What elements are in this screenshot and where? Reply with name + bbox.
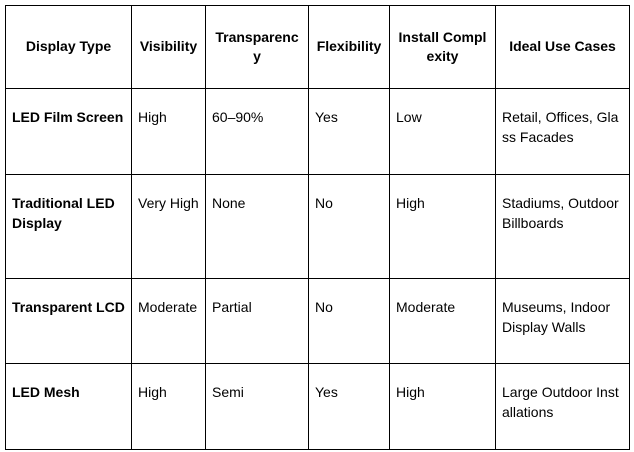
table-row: [6, 89, 630, 175]
cell-display-type: Traditional LED Display: [6, 175, 132, 279]
cell-flexibility: Yes: [309, 89, 390, 175]
cell-ideal-use-cases: Retail, Offices, Glass Facades: [496, 89, 630, 175]
cell-visibility: Moderate: [132, 279, 206, 364]
header-transparency: Transparency: [206, 6, 309, 89]
header-ideal-use-cases: Ideal Use Cases: [496, 6, 630, 89]
header-flexibility: Flexibility: [309, 6, 390, 89]
cell-display-type: Transparent LCD: [6, 279, 132, 364]
cell-visibility: Very High: [132, 175, 206, 279]
cell-transparency: None: [206, 175, 309, 279]
cell-flexibility: No: [309, 175, 390, 279]
cell-install-complexity: Moderate: [390, 279, 496, 364]
cell-install-complexity: High: [390, 364, 496, 450]
cell-ideal-use-cases: Stadiums, Outdoor Billboards: [496, 175, 630, 279]
table-header-row: [6, 6, 630, 89]
header-install-complexity: Install Complexity: [390, 6, 496, 89]
display-comparison-table: [5, 5, 630, 450]
cell-transparency: Semi: [206, 364, 309, 450]
cell-flexibility: Yes: [309, 364, 390, 450]
comparison-table-container: [5, 5, 630, 450]
cell-install-complexity: Low: [390, 89, 496, 175]
cell-transparency: 60–90%: [206, 89, 309, 175]
cell-visibility: High: [132, 364, 206, 450]
header-display-type: Display Type: [6, 6, 132, 89]
cell-flexibility: No: [309, 279, 390, 364]
table-row: [6, 175, 630, 279]
cell-transparency: Partial: [206, 279, 309, 364]
cell-ideal-use-cases: Large Outdoor Installations: [496, 364, 630, 450]
cell-visibility: High: [132, 89, 206, 175]
table-row: [6, 364, 630, 450]
cell-display-type: LED Mesh: [6, 364, 132, 450]
cell-install-complexity: High: [390, 175, 496, 279]
table-row: [6, 279, 630, 364]
cell-display-type: LED Film Screen: [6, 89, 132, 175]
header-visibility: Visibility: [132, 6, 206, 89]
cell-ideal-use-cases: Museums, Indoor Display Walls: [496, 279, 630, 364]
